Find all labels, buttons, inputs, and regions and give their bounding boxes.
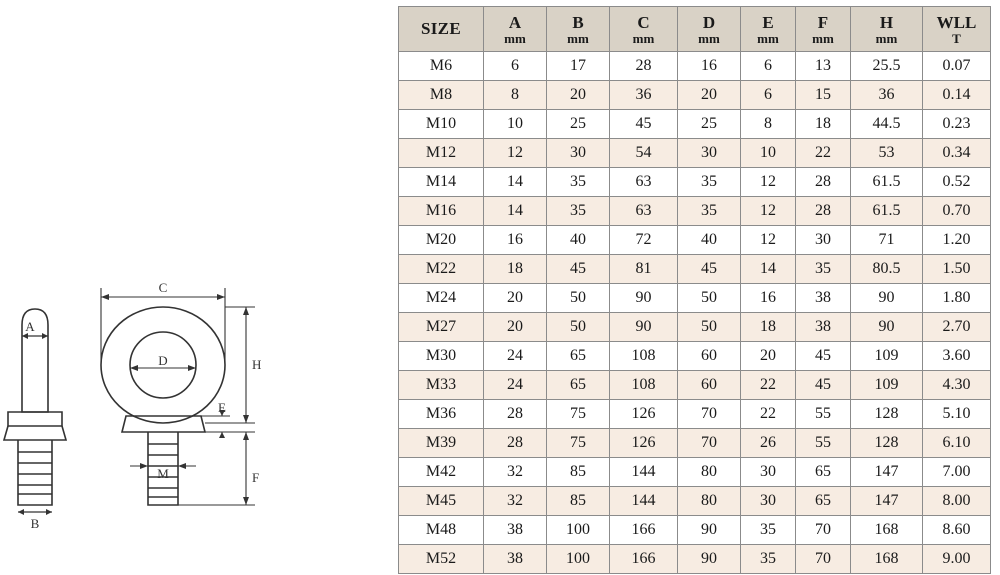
cell-size: M52 bbox=[399, 545, 484, 574]
cell-wll: 0.23 bbox=[923, 110, 991, 139]
cell-a: 10 bbox=[484, 110, 547, 139]
cell-size: M42 bbox=[399, 458, 484, 487]
spec-table-container bbox=[398, 6, 994, 574]
header-d bbox=[678, 7, 741, 52]
cell-a: 28 bbox=[484, 429, 547, 458]
cell-size: M22 bbox=[399, 255, 484, 284]
cell-e: 12 bbox=[741, 168, 796, 197]
header-c-sub: mm bbox=[632, 30, 655, 46]
label-a-side: A bbox=[25, 319, 35, 334]
cell-f: 38 bbox=[796, 284, 851, 313]
cell-e: 12 bbox=[741, 197, 796, 226]
cell-e: 35 bbox=[741, 516, 796, 545]
header-f-main: F bbox=[817, 12, 829, 32]
cell-e: 8 bbox=[741, 110, 796, 139]
cell-h: 44.5 bbox=[851, 110, 923, 139]
table-row bbox=[399, 284, 991, 313]
cell-e: 6 bbox=[741, 52, 796, 81]
header-size-label: SIZE bbox=[421, 19, 461, 39]
cell-a: 14 bbox=[484, 168, 547, 197]
cell-wll: 0.14 bbox=[923, 81, 991, 110]
cell-f: 35 bbox=[796, 255, 851, 284]
cell-b: 20 bbox=[547, 81, 610, 110]
cell-d: 50 bbox=[678, 313, 741, 342]
cell-a: 14 bbox=[484, 197, 547, 226]
cell-h: 109 bbox=[851, 371, 923, 400]
header-c bbox=[610, 7, 678, 52]
cell-size: M20 bbox=[399, 226, 484, 255]
header-a bbox=[484, 7, 547, 52]
cell-e: 26 bbox=[741, 429, 796, 458]
cell-f: 65 bbox=[796, 458, 851, 487]
cell-h: 90 bbox=[851, 313, 923, 342]
header-c-main: C bbox=[637, 12, 650, 32]
cell-d: 90 bbox=[678, 516, 741, 545]
table-row bbox=[399, 52, 991, 81]
cell-e: 22 bbox=[741, 371, 796, 400]
cell-c: 90 bbox=[610, 313, 678, 342]
cell-c: 28 bbox=[610, 52, 678, 81]
header-b-sub: mm bbox=[567, 30, 589, 46]
eye-bolt-diagram bbox=[0, 0, 398, 570]
cell-e: 30 bbox=[741, 458, 796, 487]
cell-size: M14 bbox=[399, 168, 484, 197]
header-e bbox=[741, 7, 796, 52]
cell-d: 60 bbox=[678, 371, 741, 400]
cell-c: 108 bbox=[610, 342, 678, 371]
cell-c: 45 bbox=[610, 110, 678, 139]
cell-wll: 6.10 bbox=[923, 429, 991, 458]
label-d: D bbox=[158, 353, 168, 368]
dimension-b-side bbox=[18, 509, 52, 515]
cell-c: 90 bbox=[610, 284, 678, 313]
table-row bbox=[399, 342, 991, 371]
label-f: F bbox=[252, 470, 260, 485]
header-wll-main: WLL bbox=[936, 12, 977, 32]
cell-h: 61.5 bbox=[851, 168, 923, 197]
cell-c: 166 bbox=[610, 545, 678, 574]
cell-c: 144 bbox=[610, 487, 678, 516]
table-row bbox=[399, 197, 991, 226]
cell-d: 80 bbox=[678, 487, 741, 516]
cell-b: 50 bbox=[547, 284, 610, 313]
cell-wll: 0.52 bbox=[923, 168, 991, 197]
cell-wll: 0.34 bbox=[923, 139, 991, 168]
spec-table bbox=[398, 6, 991, 574]
cell-wll: 7.00 bbox=[923, 458, 991, 487]
cell-d: 60 bbox=[678, 342, 741, 371]
cell-wll: 1.20 bbox=[923, 226, 991, 255]
cell-b: 35 bbox=[547, 197, 610, 226]
cell-wll: 0.07 bbox=[923, 52, 991, 81]
table-row bbox=[399, 429, 991, 458]
cell-h: 128 bbox=[851, 429, 923, 458]
table-row bbox=[399, 313, 991, 342]
cell-d: 16 bbox=[678, 52, 741, 81]
table-row bbox=[399, 487, 991, 516]
cell-f: 70 bbox=[796, 545, 851, 574]
cell-b: 40 bbox=[547, 226, 610, 255]
cell-h: 147 bbox=[851, 458, 923, 487]
cell-h: 80.5 bbox=[851, 255, 923, 284]
cell-b: 45 bbox=[547, 255, 610, 284]
cell-c: 166 bbox=[610, 516, 678, 545]
table-body bbox=[399, 52, 991, 574]
cell-f: 15 bbox=[796, 81, 851, 110]
cell-a: 38 bbox=[484, 516, 547, 545]
label-c: C bbox=[158, 280, 168, 295]
table-row bbox=[399, 545, 991, 574]
table-row bbox=[399, 458, 991, 487]
header-wll bbox=[923, 7, 991, 52]
cell-a: 20 bbox=[484, 284, 547, 313]
header-d-sub: mm bbox=[698, 30, 720, 46]
cell-e: 18 bbox=[741, 313, 796, 342]
cell-a: 16 bbox=[484, 226, 547, 255]
cell-c: 81 bbox=[610, 255, 678, 284]
cell-a: 24 bbox=[484, 342, 547, 371]
table-row bbox=[399, 168, 991, 197]
cell-b: 65 bbox=[547, 371, 610, 400]
cell-d: 35 bbox=[678, 168, 741, 197]
cell-f: 70 bbox=[796, 516, 851, 545]
cell-e: 30 bbox=[741, 487, 796, 516]
header-e-sub: mm bbox=[757, 30, 779, 46]
cell-size: M24 bbox=[399, 284, 484, 313]
side-view bbox=[4, 309, 66, 505]
cell-c: 63 bbox=[610, 168, 678, 197]
header-a-main: A bbox=[508, 12, 522, 32]
cell-wll: 3.60 bbox=[923, 342, 991, 371]
cell-wll: 2.70 bbox=[923, 313, 991, 342]
cell-size: M12 bbox=[399, 139, 484, 168]
cell-a: 32 bbox=[484, 487, 547, 516]
diagram-svg bbox=[0, 0, 398, 570]
cell-d: 45 bbox=[678, 255, 741, 284]
cell-b: 65 bbox=[547, 342, 610, 371]
cell-c: 108 bbox=[610, 371, 678, 400]
cell-d: 50 bbox=[678, 284, 741, 313]
cell-c: 126 bbox=[610, 400, 678, 429]
header-b-main: B bbox=[572, 12, 584, 32]
cell-a: 24 bbox=[484, 371, 547, 400]
cell-f: 28 bbox=[796, 197, 851, 226]
header-b bbox=[547, 7, 610, 52]
cell-h: 128 bbox=[851, 400, 923, 429]
cell-wll: 9.00 bbox=[923, 545, 991, 574]
dimension-f bbox=[178, 432, 255, 505]
cell-d: 80 bbox=[678, 458, 741, 487]
cell-f: 55 bbox=[796, 429, 851, 458]
cell-b: 17 bbox=[547, 52, 610, 81]
cell-h: 168 bbox=[851, 516, 923, 545]
cell-f: 30 bbox=[796, 226, 851, 255]
cell-b: 100 bbox=[547, 545, 610, 574]
cell-e: 14 bbox=[741, 255, 796, 284]
cell-b: 30 bbox=[547, 139, 610, 168]
cell-a: 18 bbox=[484, 255, 547, 284]
cell-size: M16 bbox=[399, 197, 484, 226]
cell-a: 6 bbox=[484, 52, 547, 81]
label-h: H bbox=[252, 357, 262, 372]
table-row bbox=[399, 139, 991, 168]
header-h-main: H bbox=[879, 12, 894, 32]
cell-size: M6 bbox=[399, 52, 484, 81]
cell-size: M27 bbox=[399, 313, 484, 342]
cell-d: 70 bbox=[678, 400, 741, 429]
cell-e: 6 bbox=[741, 81, 796, 110]
cell-e: 10 bbox=[741, 139, 796, 168]
cell-d: 70 bbox=[678, 429, 741, 458]
cell-size: M45 bbox=[399, 487, 484, 516]
cell-b: 85 bbox=[547, 487, 610, 516]
cell-wll: 1.50 bbox=[923, 255, 991, 284]
cell-c: 54 bbox=[610, 139, 678, 168]
cell-h: 168 bbox=[851, 545, 923, 574]
cell-b: 75 bbox=[547, 400, 610, 429]
cell-h: 90 bbox=[851, 284, 923, 313]
cell-size: M39 bbox=[399, 429, 484, 458]
header-h bbox=[851, 7, 923, 52]
cell-wll: 8.00 bbox=[923, 487, 991, 516]
cell-e: 22 bbox=[741, 400, 796, 429]
cell-size: M36 bbox=[399, 400, 484, 429]
table-header-row bbox=[399, 7, 991, 52]
cell-b: 75 bbox=[547, 429, 610, 458]
cell-b: 85 bbox=[547, 458, 610, 487]
cell-c: 126 bbox=[610, 429, 678, 458]
table-row bbox=[399, 110, 991, 139]
label-m: M bbox=[157, 466, 169, 481]
header-d-main: D bbox=[702, 12, 716, 32]
table-row bbox=[399, 255, 991, 284]
cell-c: 144 bbox=[610, 458, 678, 487]
header-e-main: E bbox=[762, 12, 774, 32]
cell-d: 30 bbox=[678, 139, 741, 168]
cell-wll: 8.60 bbox=[923, 516, 991, 545]
cell-h: 109 bbox=[851, 342, 923, 371]
cell-a: 32 bbox=[484, 458, 547, 487]
header-size bbox=[399, 7, 484, 52]
cell-e: 12 bbox=[741, 226, 796, 255]
cell-h: 53 bbox=[851, 139, 923, 168]
cell-f: 28 bbox=[796, 168, 851, 197]
cell-f: 38 bbox=[796, 313, 851, 342]
cell-d: 90 bbox=[678, 545, 741, 574]
header-f bbox=[796, 7, 851, 52]
label-b-side: B bbox=[30, 516, 40, 531]
cell-wll: 5.10 bbox=[923, 400, 991, 429]
cell-a: 20 bbox=[484, 313, 547, 342]
cell-a: 8 bbox=[484, 81, 547, 110]
cell-c: 63 bbox=[610, 197, 678, 226]
cell-e: 20 bbox=[741, 342, 796, 371]
header-f-sub: mm bbox=[812, 30, 834, 46]
cell-e: 16 bbox=[741, 284, 796, 313]
cell-c: 36 bbox=[610, 81, 678, 110]
cell-d: 25 bbox=[678, 110, 741, 139]
cell-size: M48 bbox=[399, 516, 484, 545]
cell-d: 35 bbox=[678, 197, 741, 226]
cell-e: 35 bbox=[741, 545, 796, 574]
cell-size: M10 bbox=[399, 110, 484, 139]
cell-f: 13 bbox=[796, 52, 851, 81]
cell-f: 45 bbox=[796, 342, 851, 371]
label-e: E bbox=[218, 400, 226, 415]
cell-size: M8 bbox=[399, 81, 484, 110]
cell-h: 61.5 bbox=[851, 197, 923, 226]
cell-d: 20 bbox=[678, 81, 741, 110]
cell-h: 36 bbox=[851, 81, 923, 110]
dimension-h bbox=[205, 307, 255, 423]
cell-h: 147 bbox=[851, 487, 923, 516]
cell-b: 35 bbox=[547, 168, 610, 197]
cell-f: 18 bbox=[796, 110, 851, 139]
cell-a: 12 bbox=[484, 139, 547, 168]
header-h-sub: mm bbox=[875, 30, 898, 46]
cell-b: 25 bbox=[547, 110, 610, 139]
cell-h: 25.5 bbox=[851, 52, 923, 81]
cell-f: 55 bbox=[796, 400, 851, 429]
cell-f: 22 bbox=[796, 139, 851, 168]
cell-wll: 0.70 bbox=[923, 197, 991, 226]
table-row bbox=[399, 400, 991, 429]
cell-c: 72 bbox=[610, 226, 678, 255]
cell-size: M33 bbox=[399, 371, 484, 400]
cell-wll: 4.30 bbox=[923, 371, 991, 400]
cell-b: 100 bbox=[547, 516, 610, 545]
header-a-sub: mm bbox=[504, 30, 526, 46]
cell-wll: 1.80 bbox=[923, 284, 991, 313]
cell-d: 40 bbox=[678, 226, 741, 255]
cell-a: 28 bbox=[484, 400, 547, 429]
cell-b: 50 bbox=[547, 313, 610, 342]
table-row bbox=[399, 516, 991, 545]
cell-f: 45 bbox=[796, 371, 851, 400]
cell-h: 71 bbox=[851, 226, 923, 255]
table-row bbox=[399, 371, 991, 400]
table-row bbox=[399, 81, 991, 110]
table-row bbox=[399, 226, 991, 255]
cell-a: 38 bbox=[484, 545, 547, 574]
header-wll-sub: T bbox=[952, 30, 961, 46]
cell-f: 65 bbox=[796, 487, 851, 516]
cell-size: M30 bbox=[399, 342, 484, 371]
